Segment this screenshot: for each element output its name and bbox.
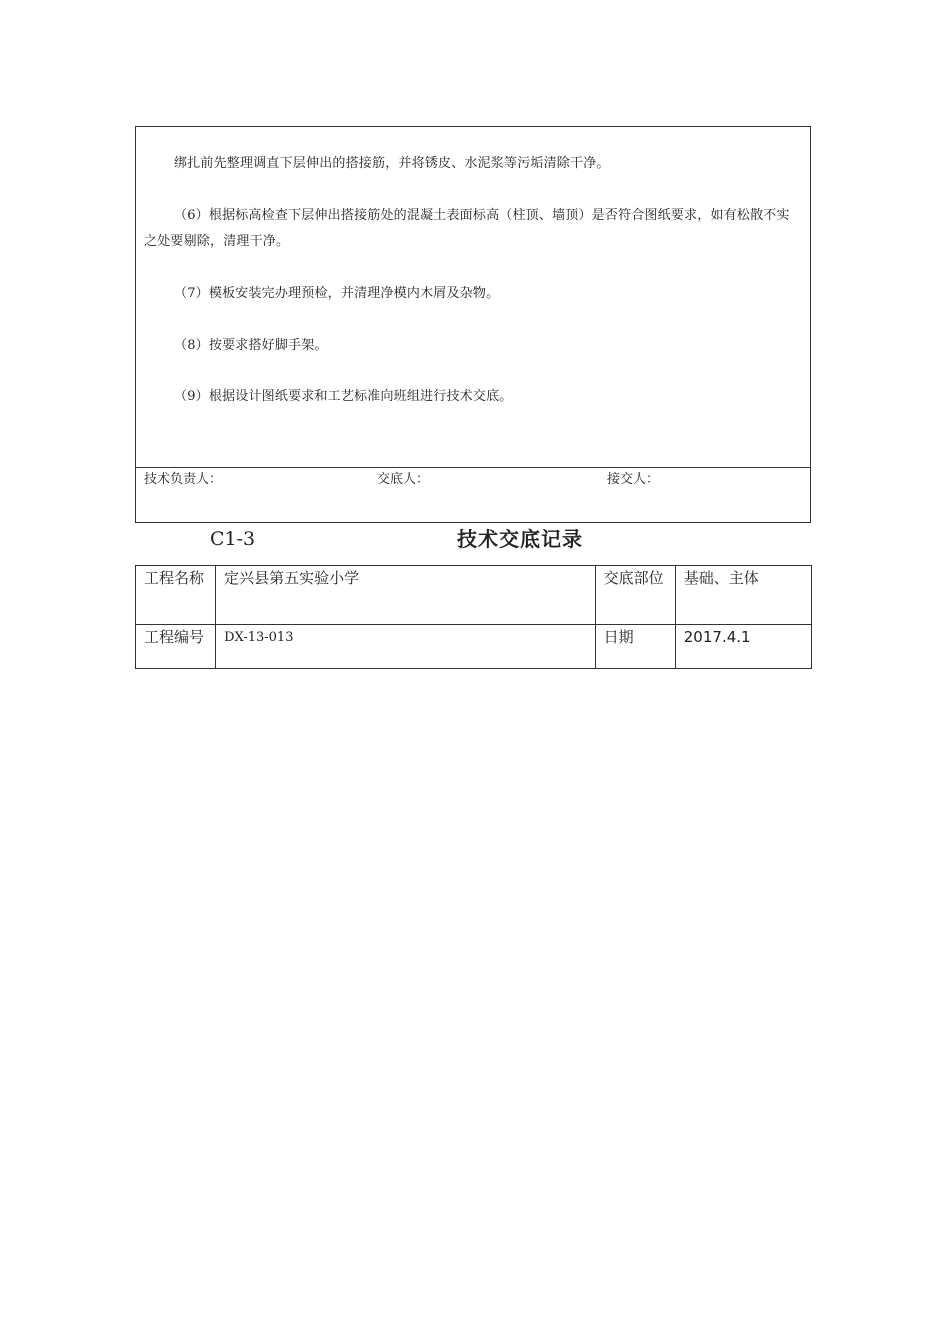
project-number-label: 工程编号 [136, 625, 216, 669]
paragraph-formwork: （7）模板安装完办理预检，并清理净模内木屑及杂物。 [174, 286, 500, 301]
project-name-label: 工程名称 [136, 566, 216, 625]
tech-lead-signature-label: 技术负责人： [144, 472, 223, 487]
project-info-table [135, 565, 812, 669]
form-code: C1-3 [210, 528, 256, 550]
received-by-signature-label: 接交人： [607, 472, 660, 487]
date-label: 日期 [595, 625, 675, 669]
paragraph-briefing: （9）根据设计图纸要求和工艺标准向班组进行技术交底。 [174, 389, 513, 404]
technical-content-box [135, 126, 811, 467]
paragraph-cleaning: 绑扎前先整理调直下层伸出的搭接筋，并将锈皮、水泥浆等污垢清除干净。 [174, 156, 610, 171]
signature-row [135, 467, 811, 523]
date-value: 2017.4.1 [675, 625, 811, 669]
handover-part-value: 基础、主体 [675, 566, 811, 625]
paragraph-scaffold: （8）按要求搭好脚手架。 [174, 338, 328, 353]
table-row [136, 625, 812, 669]
project-name-value: 定兴县第五实验小学 [216, 566, 596, 625]
handover-by-signature-label: 交底人： [377, 472, 430, 487]
document-title: 技术交底记录 [457, 527, 583, 551]
table-row [136, 566, 812, 625]
project-number-value: DX-13-013 [216, 625, 596, 669]
handover-part-label: 交底部位 [595, 566, 675, 625]
paragraph-elevation-check: （6）根据标高检查下层伸出搭接筋处的混凝土表面标高（柱顶、墙顶）是否符合图纸要求，如有松散不实之处要剔除，清理干净。 [144, 208, 790, 249]
